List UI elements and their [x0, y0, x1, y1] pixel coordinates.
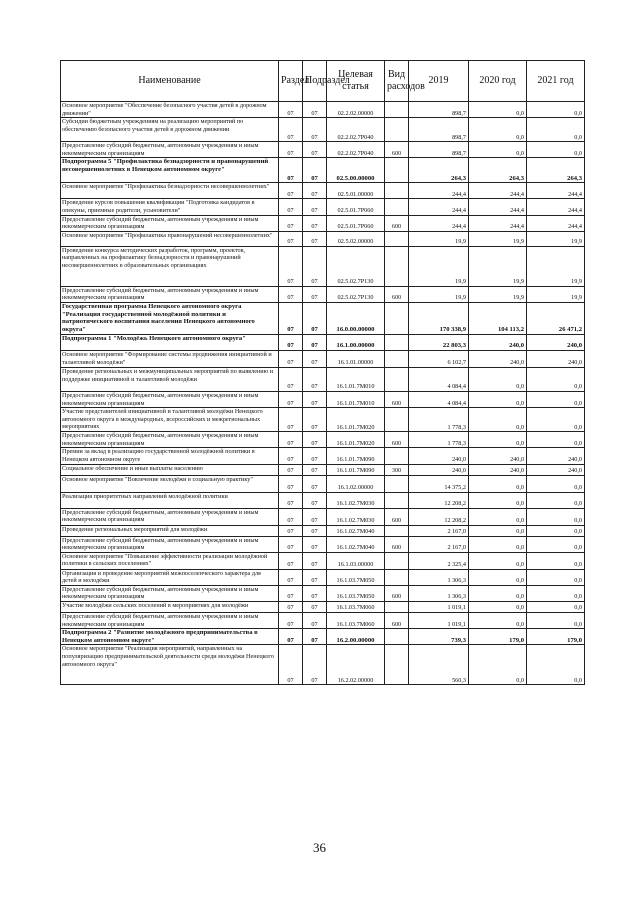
cell-vid [385, 246, 409, 286]
cell-razdel: 07 [279, 102, 303, 118]
cell-razdel: 07 [279, 302, 303, 334]
cell-podrazdel: 07 [303, 525, 327, 536]
cell-2021: 0,0 [527, 492, 585, 508]
cell-target: 16.0.00.00000 [327, 302, 385, 334]
cell-name: Проведение региональных мероприятий для молодёжи [61, 525, 279, 536]
cell-name: Предоставление субсидий бюджетным, автономным учреждениям и иным некоммерческим организациям [61, 142, 279, 158]
table-row [61, 448, 585, 464]
table-row [61, 569, 585, 585]
header-2020: 2020 год [469, 61, 527, 102]
cell-2019: 12 208,2 [409, 508, 469, 525]
header-podrazdel: Подраздел [303, 61, 327, 102]
cell-podrazdel: 07 [303, 199, 327, 215]
cell-target: 16.2.00.00000 [327, 629, 385, 645]
table-header-row [61, 61, 585, 102]
cell-2021: 0,0 [527, 552, 585, 569]
cell-target: 02.2.02.7Р040 [327, 142, 385, 158]
cell-vid: 600 [385, 585, 409, 601]
cell-2021: 0,0 [527, 613, 585, 629]
table-row [61, 102, 585, 118]
header-target: Целевая статья [327, 61, 385, 102]
cell-razdel: 07 [279, 231, 303, 246]
cell-razdel: 07 [279, 118, 303, 142]
cell-podrazdel: 07 [303, 142, 327, 158]
cell-razdel: 07 [279, 569, 303, 585]
cell-2019: 240,0 [409, 464, 469, 475]
cell-2019: 1 019,1 [409, 602, 469, 613]
cell-2020: 244,4 [469, 215, 527, 231]
cell-2019: 1 778,3 [409, 432, 469, 448]
cell-vid: 600 [385, 536, 409, 552]
cell-2020: 0,0 [469, 367, 527, 391]
cell-2021: 0,0 [527, 367, 585, 391]
cell-razdel: 07 [279, 508, 303, 525]
cell-vid [385, 199, 409, 215]
cell-target: 16.1.03.7М050 [327, 585, 385, 601]
cell-2021: 240,0 [527, 448, 585, 464]
cell-2020: 0,0 [469, 536, 527, 552]
cell-name: Предоставление субсидий бюджетным, автономным учреждениям и иным некоммерческим организациям [61, 536, 279, 552]
cell-podrazdel: 07 [303, 231, 327, 246]
table-row [61, 334, 585, 350]
header-name: Наименование [61, 61, 279, 102]
cell-podrazdel: 07 [303, 629, 327, 645]
cell-vid [385, 552, 409, 569]
cell-2019: 739,3 [409, 629, 469, 645]
cell-target: 16.1.01.7М090 [327, 448, 385, 464]
cell-2020: 19,9 [469, 231, 527, 246]
cell-2019: 4 084,4 [409, 391, 469, 407]
cell-2021: 19,9 [527, 231, 585, 246]
cell-2019: 244,4 [409, 215, 469, 231]
cell-2019: 264,3 [409, 158, 469, 183]
cell-name: Субсидии бюджетным учреждениям на реализацию мероприятий по обеспечению безопасного участия детей в дорожном движении [61, 118, 279, 142]
cell-target: 16.1.01.00000 [327, 350, 385, 367]
cell-target: 16.1.01.7М020 [327, 432, 385, 448]
cell-razdel: 07 [279, 199, 303, 215]
cell-name: Основное мероприятие "Обеспечение безопасного участия детей в дорожном движении" [61, 102, 279, 118]
table-row [61, 199, 585, 215]
table-row [61, 408, 585, 432]
cell-name: Предоставление субсидий бюджетным, автономным учреждениям и иным некоммерческим организациям [61, 508, 279, 525]
cell-target: 16.1.01.7М090 [327, 464, 385, 475]
cell-2020: 0,0 [469, 508, 527, 525]
cell-vid [385, 602, 409, 613]
cell-vid [385, 118, 409, 142]
cell-2020: 19,9 [469, 286, 527, 302]
cell-2021: 244,4 [527, 215, 585, 231]
cell-name: Организация и проведение мероприятий межпоселенческого характера для детей и молодёжи [61, 569, 279, 585]
cell-podrazdel: 07 [303, 408, 327, 432]
cell-vid [385, 350, 409, 367]
table-row [61, 613, 585, 629]
cell-name: Проведение конкурса методических разработок, программ, проектов, направленных на профилактику безнадзорности и правонарушений несовершеннолетних в образовательных организациях [61, 246, 279, 286]
cell-podrazdel: 07 [303, 215, 327, 231]
cell-podrazdel: 07 [303, 585, 327, 601]
cell-vid: 600 [385, 508, 409, 525]
table-row [61, 302, 585, 334]
cell-2020: 0,0 [469, 408, 527, 432]
cell-podrazdel: 07 [303, 118, 327, 142]
cell-2020: 264,3 [469, 158, 527, 183]
table-row [61, 508, 585, 525]
cell-2019: 244,4 [409, 183, 469, 199]
cell-2021: 240,0 [527, 334, 585, 350]
cell-2021: 0,0 [527, 142, 585, 158]
cell-vid [385, 183, 409, 199]
cell-name: Предоставление субсидий бюджетным, автономным учреждениям и иным некоммерческим организациям [61, 432, 279, 448]
cell-2021: 264,3 [527, 158, 585, 183]
cell-vid: 600 [385, 215, 409, 231]
cell-razdel: 07 [279, 536, 303, 552]
cell-vid [385, 102, 409, 118]
cell-2021: 0,0 [527, 118, 585, 142]
table-row [61, 183, 585, 199]
cell-razdel: 07 [279, 432, 303, 448]
cell-vid: 300 [385, 464, 409, 475]
cell-2021: 19,9 [527, 286, 585, 302]
cell-name: Проведение курсов повышения квалификации "Подготовка кандидатов в опекуны, приемные родители, усыновители" [61, 199, 279, 215]
cell-target: 02.2.02.7Р040 [327, 118, 385, 142]
cell-2019: 1 306,3 [409, 569, 469, 585]
cell-vid [385, 302, 409, 334]
cell-vid: 600 [385, 613, 409, 629]
cell-razdel: 07 [279, 629, 303, 645]
cell-2020: 240,0 [469, 350, 527, 367]
cell-target: 16.1.03.7М060 [327, 613, 385, 629]
cell-2020: 0,0 [469, 645, 527, 685]
cell-razdel: 07 [279, 525, 303, 536]
cell-name: Проведение региональных и межмуниципальных мероприятий по выявлению и поддержке инициативной и талантливой молодёжи [61, 367, 279, 391]
cell-podrazdel: 07 [303, 508, 327, 525]
cell-2021: 0,0 [527, 508, 585, 525]
cell-razdel: 07 [279, 286, 303, 302]
cell-2020: 0,0 [469, 552, 527, 569]
cell-target: 16.1.00.00000 [327, 334, 385, 350]
cell-vid [385, 645, 409, 685]
cell-2021: 244,4 [527, 183, 585, 199]
cell-razdel: 07 [279, 158, 303, 183]
cell-2020: 0,0 [469, 432, 527, 448]
cell-razdel: 07 [279, 602, 303, 613]
cell-target: 02.5.02.7Р130 [327, 246, 385, 286]
cell-2019: 22 803,3 [409, 334, 469, 350]
cell-2019: 1 019,1 [409, 613, 469, 629]
cell-2019: 898,7 [409, 102, 469, 118]
cell-vid [385, 525, 409, 536]
cell-razdel: 07 [279, 492, 303, 508]
table-row [61, 142, 585, 158]
cell-vid [385, 158, 409, 183]
cell-2019: 19,9 [409, 231, 469, 246]
table-row [61, 231, 585, 246]
cell-target: 16.1.02.7М040 [327, 525, 385, 536]
cell-razdel: 07 [279, 448, 303, 464]
cell-target: 02.2.02.00000 [327, 102, 385, 118]
cell-name: Основное мероприятие "Формирование системы продвижения инициативной и талантливой молодёжи" [61, 350, 279, 367]
cell-podrazdel: 07 [303, 464, 327, 475]
cell-2020: 0,0 [469, 602, 527, 613]
cell-target: 16.1.02.00000 [327, 475, 385, 492]
cell-podrazdel: 07 [303, 391, 327, 407]
table-row [61, 464, 585, 475]
cell-vid [385, 569, 409, 585]
cell-target: 02.5.02.00000 [327, 231, 385, 246]
page-number: 36 [313, 840, 326, 855]
cell-2019: 1 778,3 [409, 408, 469, 432]
cell-2021: 0,0 [527, 569, 585, 585]
cell-vid [385, 231, 409, 246]
cell-2019: 1 306,3 [409, 585, 469, 601]
cell-razdel: 07 [279, 334, 303, 350]
cell-razdel: 07 [279, 183, 303, 199]
table-row [61, 629, 585, 645]
cell-2020: 0,0 [469, 118, 527, 142]
cell-target: 16.1.01.7М010 [327, 367, 385, 391]
cell-name: Реализация приоритетных направлений молодёжной политики [61, 492, 279, 508]
cell-2019: 240,0 [409, 448, 469, 464]
cell-2021: 0,0 [527, 525, 585, 536]
cell-vid: 600 [385, 432, 409, 448]
cell-podrazdel: 07 [303, 475, 327, 492]
cell-2020: 179,0 [469, 629, 527, 645]
cell-vid [385, 492, 409, 508]
cell-2020: 0,0 [469, 391, 527, 407]
cell-2019: 19,9 [409, 286, 469, 302]
cell-name: Предоставление субсидий бюджетным, автономным учреждениям и иным некоммерческим организациям [61, 613, 279, 629]
cell-2021: 0,0 [527, 645, 585, 685]
cell-podrazdel: 07 [303, 367, 327, 391]
table-row [61, 645, 585, 685]
cell-name: Предоставление субсидий бюджетным, автономным учреждениям и иным некоммерческим организациям [61, 286, 279, 302]
cell-vid [385, 334, 409, 350]
cell-name: Участие молодёжи сельских поселений в мероприятиях для молодёжи [61, 602, 279, 613]
table-row [61, 391, 585, 407]
cell-2021: 0,0 [527, 432, 585, 448]
budget-sheet [60, 60, 584, 685]
table-row [61, 286, 585, 302]
cell-target: 16.1.03.7М060 [327, 602, 385, 613]
cell-2019: 2 167,0 [409, 536, 469, 552]
cell-2021: 240,0 [527, 464, 585, 475]
cell-razdel: 07 [279, 367, 303, 391]
header-razdel: Раздел [279, 61, 303, 102]
cell-2021: 0,0 [527, 102, 585, 118]
cell-target: 16.1.03.00000 [327, 552, 385, 569]
cell-vid: 600 [385, 391, 409, 407]
cell-2019: 6 102,7 [409, 350, 469, 367]
cell-razdel: 07 [279, 142, 303, 158]
cell-podrazdel: 07 [303, 602, 327, 613]
cell-name: Предоставление субсидий бюджетным, автономным учреждениям и иным некоммерческим организациям [61, 215, 279, 231]
cell-2020: 240,0 [469, 448, 527, 464]
cell-podrazdel: 07 [303, 246, 327, 286]
table-row [61, 367, 585, 391]
header-2021: 2021 год [527, 61, 585, 102]
table-body [61, 102, 585, 685]
table-row [61, 350, 585, 367]
cell-2019: 12 208,2 [409, 492, 469, 508]
cell-podrazdel: 07 [303, 448, 327, 464]
cell-2019: 560,3 [409, 645, 469, 685]
cell-razdel: 07 [279, 391, 303, 407]
cell-name: Основное мероприятие "Реализация мероприятий, направленных на популяризацию предпринимательской деятельности среди молодёжи Ненецкого автономного округа" [61, 645, 279, 685]
cell-podrazdel: 07 [303, 569, 327, 585]
table-row [61, 552, 585, 569]
cell-name: Основное мероприятие "Вовлечение молодёжи в социальную практику" [61, 475, 279, 492]
cell-podrazdel: 07 [303, 613, 327, 629]
header-2019: 2019 [409, 61, 469, 102]
cell-2020: 244,4 [469, 199, 527, 215]
cell-razdel: 07 [279, 645, 303, 685]
cell-2020: 0,0 [469, 102, 527, 118]
cell-razdel: 07 [279, 246, 303, 286]
cell-vid: 600 [385, 142, 409, 158]
cell-razdel: 07 [279, 215, 303, 231]
cell-podrazdel: 07 [303, 183, 327, 199]
cell-2020: 0,0 [469, 569, 527, 585]
cell-2021: 179,0 [527, 629, 585, 645]
table-row [61, 602, 585, 613]
cell-podrazdel: 07 [303, 334, 327, 350]
cell-target: 02.5.01.7Р060 [327, 215, 385, 231]
cell-target: 16.1.03.7М050 [327, 569, 385, 585]
cell-podrazdel: 07 [303, 158, 327, 183]
cell-name: Подпрограмма 2 "Развитие молодёжного предпринимательства в Ненецком автономном округе" [61, 629, 279, 645]
cell-2020: 240,0 [469, 464, 527, 475]
table-row [61, 118, 585, 142]
table-row [61, 432, 585, 448]
cell-name: Предоставление субсидий бюджетным, автономным учреждениям и иным некоммерческим организациям [61, 391, 279, 407]
cell-name: Участие представителей инициативной и талантливой молодёжи Ненецкого автономного округа в международных, всероссийских и межрегиональных мероприятиях [61, 408, 279, 432]
cell-2020: 0,0 [469, 613, 527, 629]
cell-razdel: 07 [279, 613, 303, 629]
cell-2020: 0,0 [469, 142, 527, 158]
cell-2019: 2 167,0 [409, 525, 469, 536]
cell-name: Социальное обеспечение и иные выплаты населению [61, 464, 279, 475]
cell-2021: 19,9 [527, 246, 585, 286]
cell-2021: 0,0 [527, 602, 585, 613]
cell-2021: 26 471,2 [527, 302, 585, 334]
cell-podrazdel: 07 [303, 102, 327, 118]
cell-target: 02.5.01.7Р060 [327, 199, 385, 215]
cell-2019: 19,9 [409, 246, 469, 286]
cell-target: 16.1.01.7М020 [327, 408, 385, 432]
cell-target: 02.5.00.00000 [327, 158, 385, 183]
cell-podrazdel: 07 [303, 645, 327, 685]
cell-vid [385, 367, 409, 391]
cell-razdel: 07 [279, 475, 303, 492]
cell-2020: 0,0 [469, 585, 527, 601]
cell-2019: 244,4 [409, 199, 469, 215]
cell-name: Основное мероприятие "Профилактика безнадзорности несовершеннолетних" [61, 183, 279, 199]
cell-vid [385, 629, 409, 645]
cell-target: 16.1.02.7М030 [327, 508, 385, 525]
cell-target: 16.1.01.7М010 [327, 391, 385, 407]
cell-2019: 898,7 [409, 142, 469, 158]
cell-2020: 244,4 [469, 183, 527, 199]
table-row [61, 215, 585, 231]
cell-2021: 240,0 [527, 350, 585, 367]
cell-2020: 0,0 [469, 475, 527, 492]
cell-razdel: 07 [279, 552, 303, 569]
cell-2021: 0,0 [527, 408, 585, 432]
cell-2020: 240,0 [469, 334, 527, 350]
cell-podrazdel: 07 [303, 432, 327, 448]
table-row [61, 246, 585, 286]
cell-target: 02.5.01.00000 [327, 183, 385, 199]
cell-podrazdel: 07 [303, 536, 327, 552]
cell-2021: 0,0 [527, 391, 585, 407]
cell-name: Предоставление субсидий бюджетным, автономным учреждениям и иным некоммерческим организациям [61, 585, 279, 601]
cell-target: 16.1.02.7М030 [327, 492, 385, 508]
cell-2021: 244,4 [527, 199, 585, 215]
cell-target: 16.2.02.00000 [327, 645, 385, 685]
cell-razdel: 07 [279, 350, 303, 367]
cell-2019: 4 084,4 [409, 367, 469, 391]
budget-table [60, 60, 585, 685]
cell-vid [385, 408, 409, 432]
table-row [61, 158, 585, 183]
cell-name: Основное мероприятие "Повышение эффективности реализации молодёжной политики в сельских поселениях" [61, 552, 279, 569]
cell-vid [385, 448, 409, 464]
cell-podrazdel: 07 [303, 492, 327, 508]
cell-2021: 0,0 [527, 585, 585, 601]
cell-target: 16.1.02.7М040 [327, 536, 385, 552]
table-row [61, 525, 585, 536]
cell-2020: 19,9 [469, 246, 527, 286]
cell-name: Государственная программа Ненецкого автономного округа "Реализация государственной молодёжной политики и патриотического воспитания населения Ненецкого автономного округа" [61, 302, 279, 334]
cell-razdel: 07 [279, 585, 303, 601]
cell-2020: 0,0 [469, 525, 527, 536]
cell-2019: 14 375,2 [409, 475, 469, 492]
cell-razdel: 07 [279, 464, 303, 475]
table-row [61, 475, 585, 492]
cell-2020: 0,0 [469, 492, 527, 508]
cell-2020: 104 113,2 [469, 302, 527, 334]
cell-2021: 0,0 [527, 536, 585, 552]
cell-name: Подпрограмма 1 "Молодёжь Ненецкого автономного округа" [61, 334, 279, 350]
cell-podrazdel: 07 [303, 302, 327, 334]
cell-2019: 170 338,9 [409, 302, 469, 334]
table-row [61, 585, 585, 601]
cell-2019: 2 325,4 [409, 552, 469, 569]
table-row [61, 492, 585, 508]
header-vid: Вид расходов [385, 61, 409, 102]
table-row [61, 536, 585, 552]
cell-podrazdel: 07 [303, 350, 327, 367]
cell-name: Подпрограмма 5 "Профилактика безнадзорности и правонарушений несовершеннолетних в Ненецком автономном округе" [61, 158, 279, 183]
cell-vid [385, 475, 409, 492]
cell-name: Основное мероприятие "Профилактика правонарушений несовершеннолетних" [61, 231, 279, 246]
cell-2019: 898,7 [409, 118, 469, 142]
cell-vid: 600 [385, 286, 409, 302]
cell-2021: 0,0 [527, 475, 585, 492]
cell-podrazdel: 07 [303, 552, 327, 569]
cell-name: Премии за вклад в реализацию государственной молодёжной политики в Ненецком автономном округе [61, 448, 279, 464]
cell-target: 02.5.02.7Р130 [327, 286, 385, 302]
cell-razdel: 07 [279, 408, 303, 432]
cell-podrazdel: 07 [303, 286, 327, 302]
